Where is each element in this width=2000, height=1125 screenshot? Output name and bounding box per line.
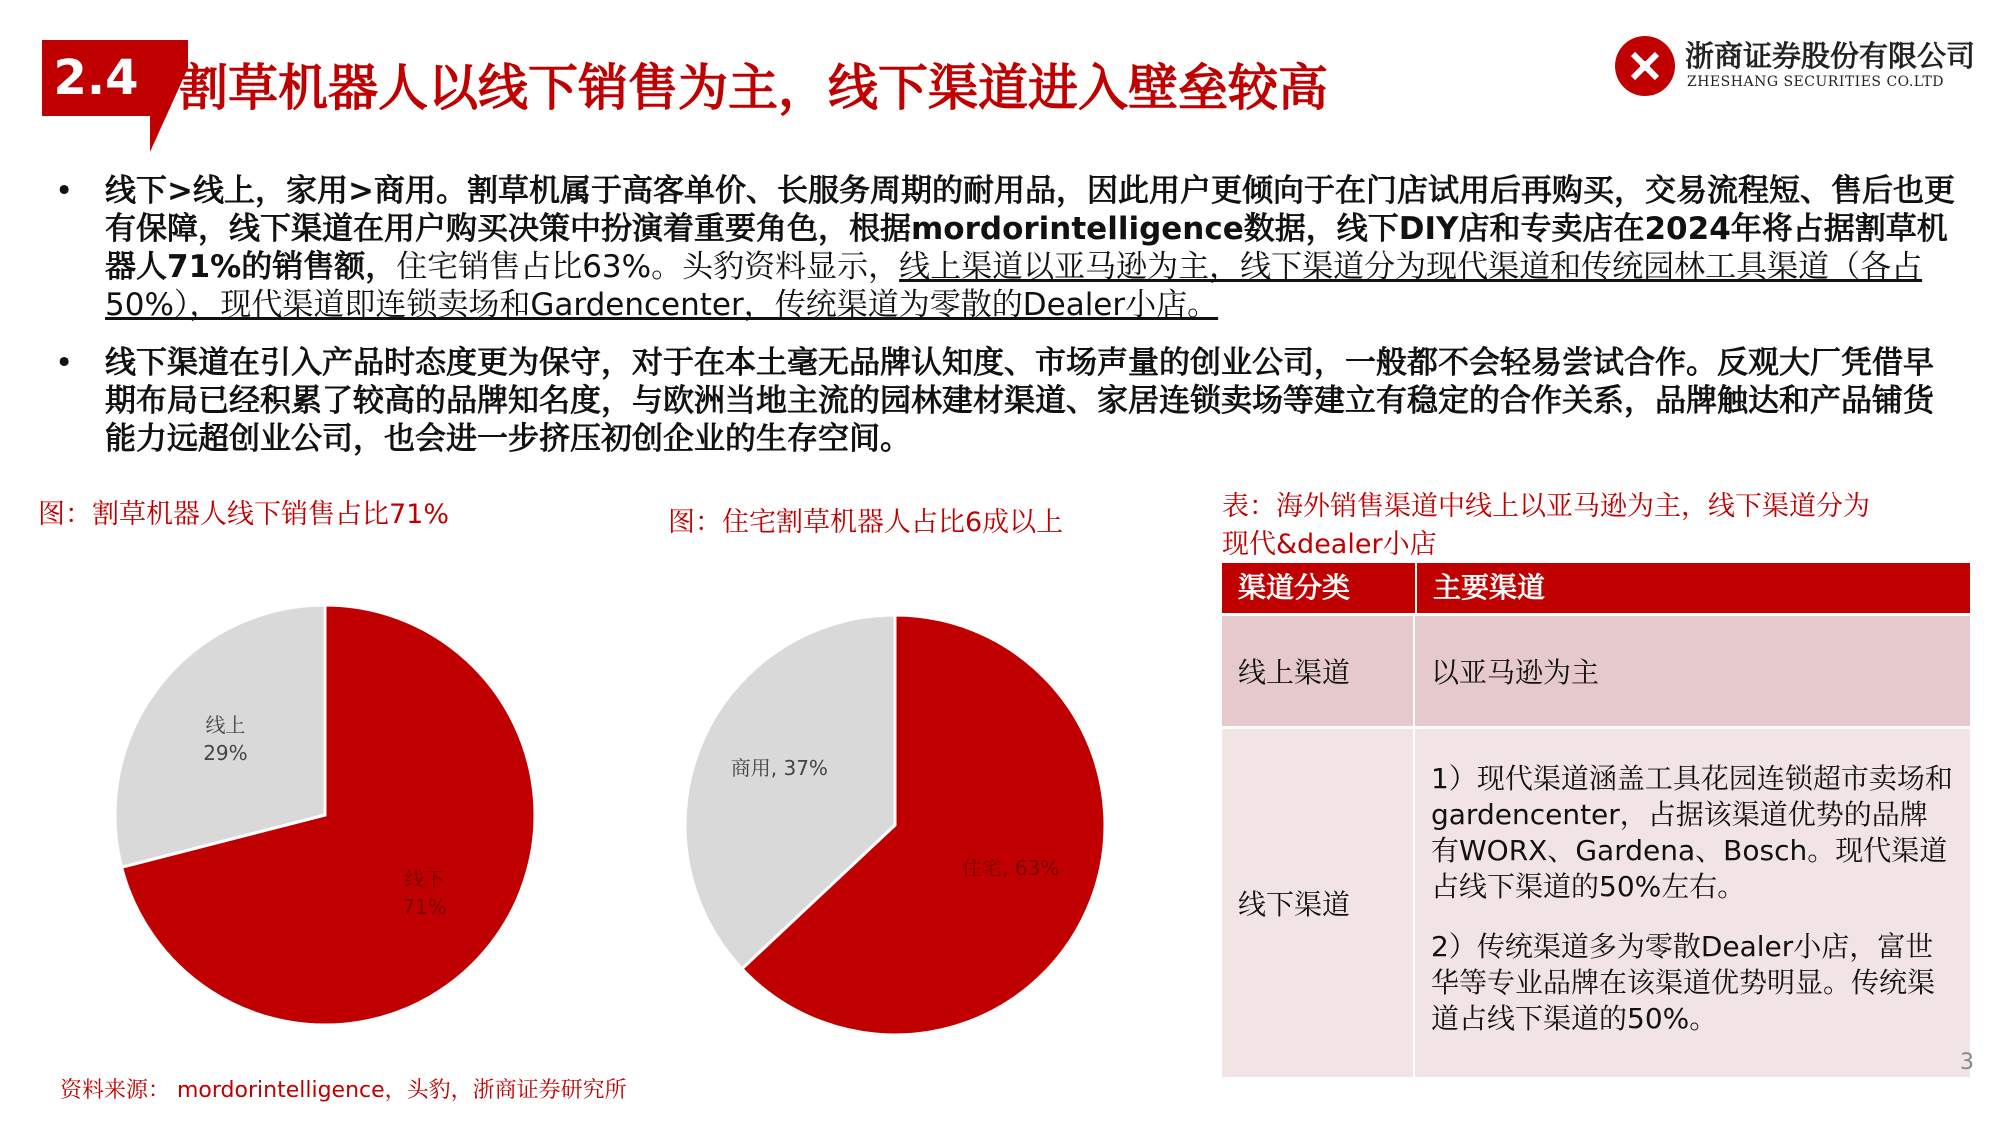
pie-label-value: 29% — [203, 740, 248, 765]
bullet-1-sales-share: 根据mordorintelligence数据，线下DIY店和专卖店在2024年将占据割草机器人71%的销售额 — [105, 211, 1948, 285]
logo-mark-icon — [1615, 36, 1675, 96]
bullet-item-2 — [55, 344, 1955, 458]
chart1-caption: 图：割草机器人线下销售占比71% — [38, 499, 450, 530]
table-header-category: 渠道分类 — [1238, 571, 1351, 604]
bullet-item-1 — [55, 172, 1955, 324]
bullet-1-comma: ， — [365, 249, 397, 285]
table-cell-content — [1415, 729, 1970, 1077]
source-note: 资料来源： mordorintelligence，头豹，浙商证券研究所 — [60, 1078, 627, 1103]
table-row — [1222, 613, 1970, 726]
table-header-channels: 主要渠道 — [1415, 563, 1970, 613]
bullet-dot-icon: • — [55, 173, 74, 209]
bullet-2-bold: 线下渠道在引入产品时态度更为保守，对于在本土毫无品牌认知度、市场声量的创业公司，一般都不会轻易尝试合作。反观大厂凭借早期布局已经积累了较高的品牌知名度，与欧洲当地主流的园林建材渠道、家居连锁卖场等建立有稳定的合作关系，品牌触达和产品铺货能力远超创业公司，也会进一步挤压初创企业的生存空间。 — [105, 345, 1934, 457]
table-cell-content: 以亚马逊为主 — [1431, 656, 1600, 689]
table-cell-paragraph: 2）传统渠道多为零散Dealer小店，富世华等专业品牌在该渠道优势明显。传统渠道占线下渠道的50%。 — [1431, 930, 1936, 1035]
table-caption-line1: 表：海外销售渠道中线上以亚马逊为主，线下渠道分为 — [1222, 491, 1870, 522]
chart2-caption: 图：住宅割草机器人占比6成以上 — [668, 507, 1064, 538]
table-cell-category: 线上渠道 — [1222, 616, 1415, 726]
table-caption-line2: 现代&dealer小店 — [1222, 529, 1437, 560]
table-row — [1222, 726, 1970, 1077]
pie-label: 住宅, 63% — [962, 856, 1060, 881]
bullet-list — [55, 172, 1955, 478]
table-header — [1222, 563, 1970, 613]
bullet-1-text: 住宅销售占比63%。头豹资料显示， — [396, 249, 900, 285]
bullet-1-bold: 线下>线上，家用>商用。割草机属于高客单价、长服务周期的耐用品，因此用户更倾向于在门店试用后再购买，交易流程短、售后也更有保障，线下渠道在用户购买决策中扮演着重要角色， — [105, 173, 1955, 247]
table-cell-category: 线下渠道 — [1222, 729, 1415, 1077]
pie-label: 商用, 37% — [730, 755, 828, 780]
pie-chart-residential-share — [670, 600, 1120, 1050]
bullet-dot-icon: • — [55, 345, 74, 381]
section-number-badge: 2.4 — [42, 40, 150, 116]
logo-company-name-cn: 浙商证券股份有限公司 — [1685, 39, 1976, 73]
logo-company-name-en: ZHESHANG SECURITIES CO.LTD — [1687, 74, 1945, 90]
pie-label-name: 线下 — [404, 867, 445, 892]
channel-table — [1222, 563, 1970, 1077]
pie-chart-offline-share — [100, 590, 550, 1040]
page-number: 3 — [1960, 1050, 1974, 1075]
bullet-1-underlined: 线上渠道以亚马逊为主，线下渠道分为现代渠道和传统园林工具渠道（各占50%），现代渠道即连锁卖场和Gardencenter，传统渠道为零散的Dealer小店。 — [105, 249, 1923, 323]
company-logo — [1615, 30, 1975, 100]
pie-label-name: 线上 — [205, 712, 246, 737]
pie-label-value: 71% — [402, 895, 447, 920]
page-title: 割草机器人以线下销售为主，线下渠道进入壁垒较高 — [178, 59, 1328, 117]
table-cell-paragraph: 1）现代渠道涵盖工具花园连锁超市卖场和gardencenter，占据该渠道优势的品牌有WORX、Gardena、Bosch。现代渠道占线下渠道的50%左右。 — [1431, 762, 1953, 903]
